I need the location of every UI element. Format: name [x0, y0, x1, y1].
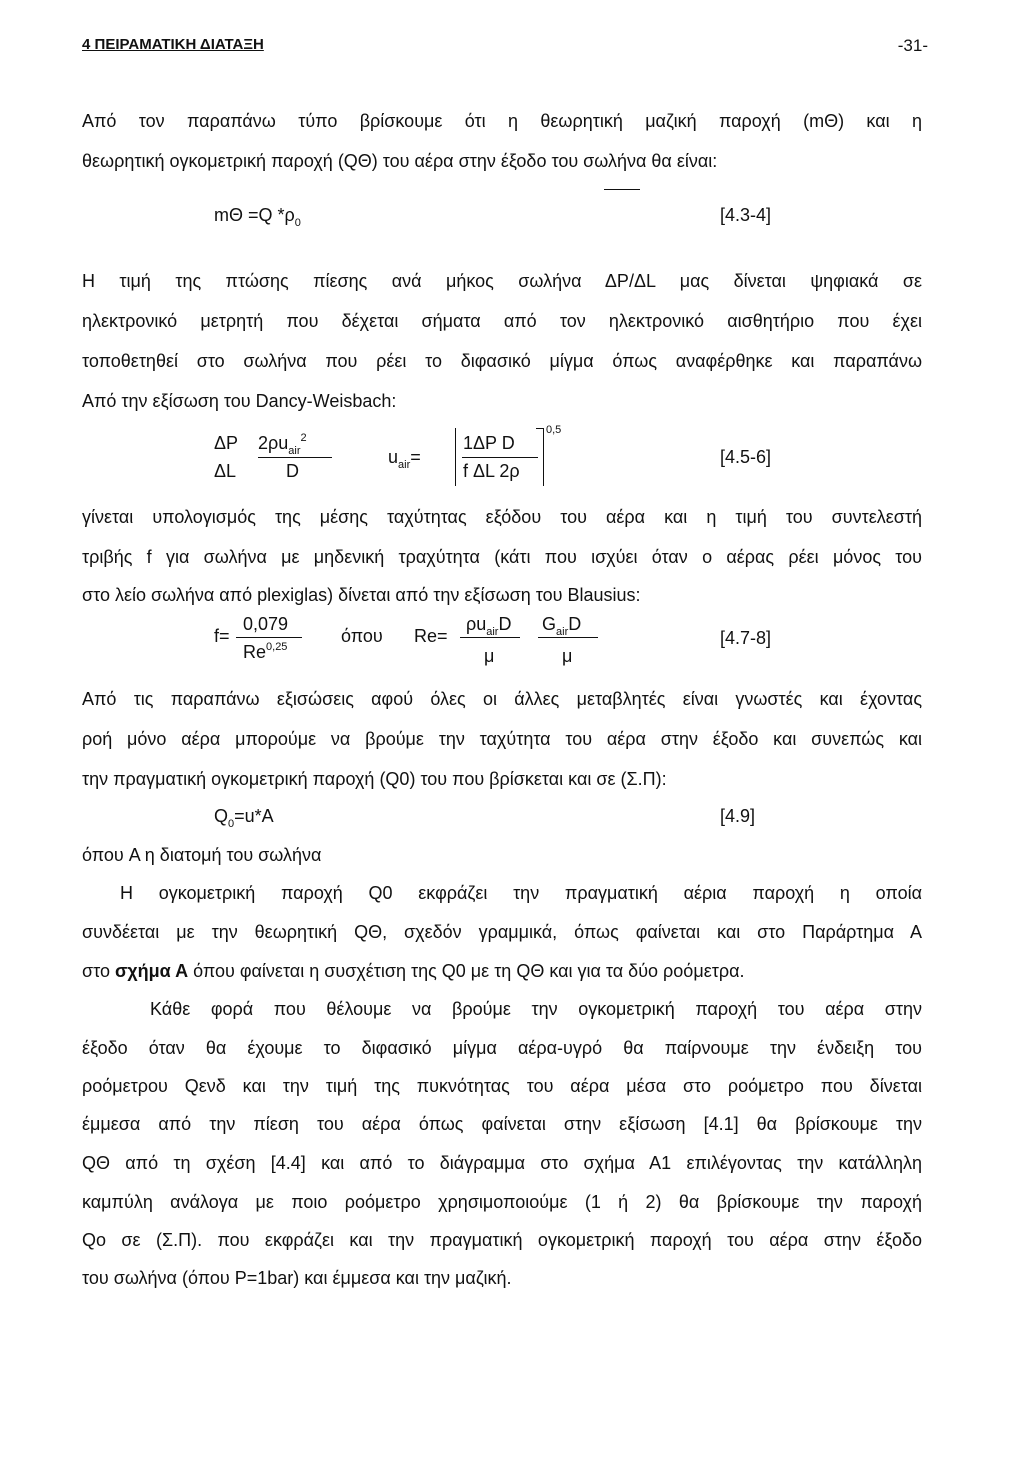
- paragraph-line: Από τον παραπάνω τύπο βρίσκουμε ότι η θεωρητική μαζική παροχή (mΘ) και η: [82, 111, 922, 131]
- paragraph-line: Κάθε φορά που θέλουμε να βρούμε την ογκομετρική παροχή του αέρα στην: [150, 999, 922, 1019]
- paragraph-line: ροόμετρου Qενδ και την τιμή της πυκνότητας του αέρα μέσα στο ροόμετρο που δίνεται: [82, 1076, 922, 1096]
- paragraph-line: QΘ από τη σχέση [4.4] και από το διάγραμμα στο σχήμα Α1 επιλέγοντας την κατάλληλη: [82, 1153, 922, 1173]
- overbar: [604, 189, 640, 190]
- paragraph-line: έξοδο όταν θα έχουμε το διφασικό μίγμα αέρα-υγρό θα παίρνουμε την ένδειξη του: [82, 1038, 922, 1058]
- chapter-title: 4 ΠΕΙΡΑΜΑΤΙΚΗ ΔΙΑΤΑΞΗ: [82, 36, 264, 53]
- paragraph-line: καμπύλη ανάλογα με ποιο ροόμετρο χρησιμοποιούμε (1 ή 2) θα βρίσκουμε την παροχή: [82, 1192, 922, 1212]
- paragraph-line: Qo σε (Σ.Π). που εκφράζει και την πραγματική ογκομετρική παροχή του αέρα στην έξοδο: [82, 1230, 922, 1250]
- equation-ref: [4.5-6]: [720, 447, 772, 467]
- paragraph-line: όπου A η διατομή του σωλήνα: [82, 845, 322, 865]
- equation-ref: [4.7-8]: [720, 628, 772, 648]
- paragraph-line: έμμεσα από την πίεση του αέρα όπως φαίνεται στην εξίσωση [4.1] θα βρίσκουμε την: [82, 1114, 922, 1134]
- paragraph-line: Από τις παραπάνω εξισώσεις αφού όλες οι άλλες μεταβλητές είναι γνωστές και έχοντας: [82, 689, 922, 709]
- paragraph-line: στο σχήμα Α όπου φαίνεται η συσχέτιση της Q0 με τη QΘ και για τα δύο ροόμετρα.: [82, 961, 745, 981]
- paragraph-line: τριβής f για σωλήνα με μηδενική τραχύτητα (κάτι που ισχύει όταν ο αέρας ρέει μόνος του: [82, 547, 922, 567]
- equation-ref: [4.9]: [720, 806, 756, 826]
- paragraph-line: ροή μόνο αέρα μπορούμε να βρούμε την ταχύτητα του αέρα στην έξοδο και συνεπώς και: [82, 729, 922, 749]
- page-number: -31-: [897, 36, 928, 55]
- paragraph-line: του σωλήνα (όπου P=1bar) και έμμεσα και την μαζική.: [82, 1268, 512, 1288]
- paragraph-line: την πραγματική ογκομετρική παροχή (Q0) του που βρίσκεται και σε (Σ.Π):: [82, 769, 667, 789]
- equation-4-3-4: mΘ =Q $*\rho_0$: [214, 205, 301, 229]
- figure-reference: σχήμα Α: [114, 961, 189, 981]
- equation-ref: [4.3-4]: [720, 205, 772, 225]
- paragraph-line: Η τιμή της πτώσης πίεσης ανά μήκος σωλήνα ΔΡ/ΔL μας δίνεται ψηφιακά σε: [82, 271, 922, 291]
- paragraph-line: Από την εξίσωση του Dancy-Weisbach:: [82, 391, 397, 411]
- paragraph-line: στο λείο σωλήνα από plexiglas) δίνεται από την εξίσωση του Blausius:: [82, 585, 641, 605]
- paragraph-line: γίνεται υπολογισμός της μέσης ταχύτητας εξόδου του αέρα και η τιμή του συντελεστή: [82, 507, 922, 527]
- paragraph-line: συνδέεται με την θεωρητική QΘ, σχεδόν γραμμικά, όπως φαίνεται και στο Παράρτημα Α: [82, 922, 922, 942]
- paragraph-line: Η ογκομετρική παροχή Q0 εκφράζει την πραγματική αέρια παροχή η οποία: [120, 883, 922, 903]
- paragraph-line: τοποθετηθεί στο σωλήνα που ρέει το διφασικό μίγμα όπως αναφέρθηκε και παραπάνω: [82, 351, 922, 371]
- paragraph-line: ηλεκτρονικό μετρητή που δέχεται σήματα από τον ηλεκτρονικό αισθητήριο που έχει: [82, 311, 922, 331]
- paragraph-line: θεωρητική ογκομετρική παροχή (QΘ) του αέρα στην έξοδο του σωλήνα θα είναι:: [82, 151, 718, 171]
- equation-4-9: $Q_0=u*A$: [214, 806, 274, 830]
